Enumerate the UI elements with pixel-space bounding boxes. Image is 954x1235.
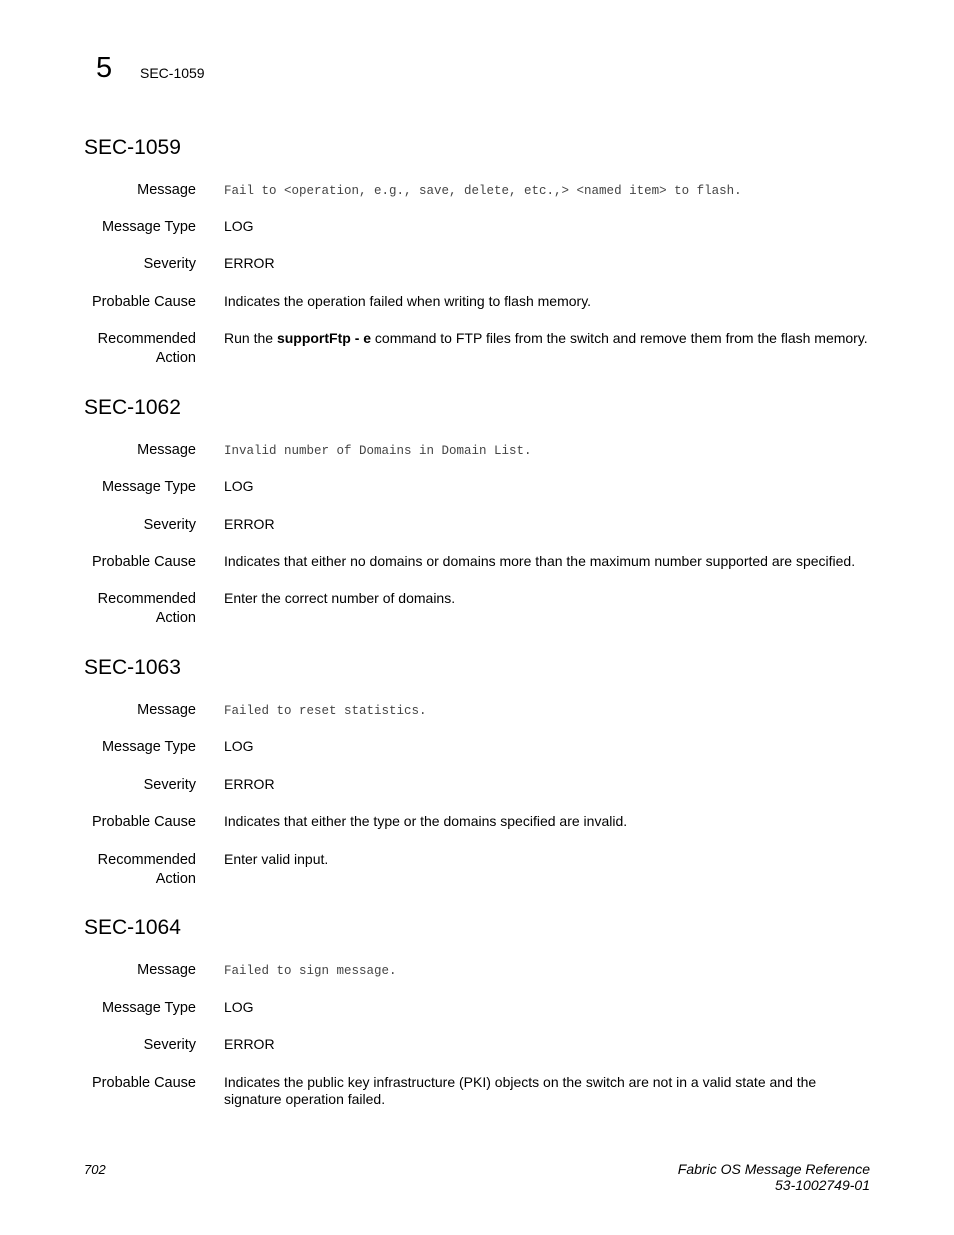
chapter-title: SEC-1059 [140, 65, 205, 81]
message-label: Message [137, 962, 196, 978]
recommended-label-line1: Recommended [97, 591, 196, 607]
section-title: SEC-1063 [84, 656, 181, 679]
recommended-label-line2: Action [155, 610, 196, 626]
probable-cause-line2: signature operation failed. [224, 1091, 386, 1107]
probable-cause-value [224, 1074, 874, 1108]
severity-value: ERROR [224, 776, 275, 792]
severity-label: Severity [143, 777, 196, 793]
recommended-label-line2: Action [155, 350, 196, 366]
severity-value: ERROR [224, 255, 275, 271]
message-type-value: LOG [224, 478, 254, 494]
message-type-value: LOG [224, 999, 254, 1015]
section-title: SEC-1062 [84, 396, 181, 419]
probable-cause-label: Probable Cause [92, 814, 196, 830]
section-title: SEC-1059 [84, 136, 181, 159]
recommended-action-label [60, 590, 196, 628]
message-type-value: LOG [224, 218, 254, 234]
command-name: supportFtp - e [276, 330, 372, 346]
document-title: Fabric OS Message Reference [677, 1161, 870, 1177]
document-number: 53-1002749-01 [775, 1177, 870, 1193]
probable-cause-value: Indicates that either the type or the domains specified are invalid. [224, 813, 628, 829]
message-label: Message [137, 442, 196, 458]
document-info [678, 1161, 870, 1193]
probable-cause-line1: Indicates the public key infrastructure (PKI) objects on the switch are not in a valid state and the [224, 1074, 817, 1090]
recommended-action-value [224, 330, 874, 347]
severity-label: Severity [143, 517, 196, 533]
message-value: Failed to reset statistics. [224, 704, 427, 718]
message-type-label: Message Type [101, 739, 196, 755]
probable-cause-label: Probable Cause [92, 294, 196, 310]
page-number: 702 [84, 1162, 106, 1177]
recommended-action-label [60, 851, 196, 889]
action-text-before: Run the [224, 330, 277, 346]
severity-label: Severity [143, 256, 196, 272]
message-type-label: Message Type [101, 479, 196, 495]
severity-value: ERROR [224, 1036, 275, 1052]
severity-label: Severity [143, 1037, 196, 1053]
action-text-after: command to FTP files from the switch and remove them from the flash memory. [371, 330, 868, 346]
probable-cause-value: Indicates the operation failed when writing to flash memory. [224, 293, 592, 309]
recommended-label-line1: Recommended [97, 331, 196, 347]
message-label: Message [137, 702, 196, 718]
chapter-number: 5 [96, 52, 113, 84]
recommended-action-value: Enter valid input. [224, 851, 329, 867]
recommended-label-line2: Action [155, 871, 196, 887]
message-value: Invalid number of Domains in Domain List. [224, 444, 532, 458]
probable-cause-value: Indicates that either no domains or domains more than the maximum number supported are specified. [224, 553, 856, 569]
probable-cause-label: Probable Cause [92, 554, 196, 570]
message-value: Fail to <operation, e.g., save, delete, etc.,> <named item> to flash. [224, 184, 742, 198]
message-label: Message [137, 182, 196, 198]
message-type-label: Message Type [101, 219, 196, 235]
recommended-action-label [60, 330, 196, 368]
section-title: SEC-1064 [84, 916, 181, 939]
recommended-label-line1: Recommended [97, 852, 196, 868]
message-type-label: Message Type [101, 1000, 196, 1016]
recommended-action-value: Enter the correct number of domains. [224, 590, 456, 606]
probable-cause-label: Probable Cause [92, 1075, 196, 1091]
message-type-value: LOG [224, 738, 254, 754]
severity-value: ERROR [224, 516, 275, 532]
message-value: Failed to sign message. [224, 964, 397, 978]
